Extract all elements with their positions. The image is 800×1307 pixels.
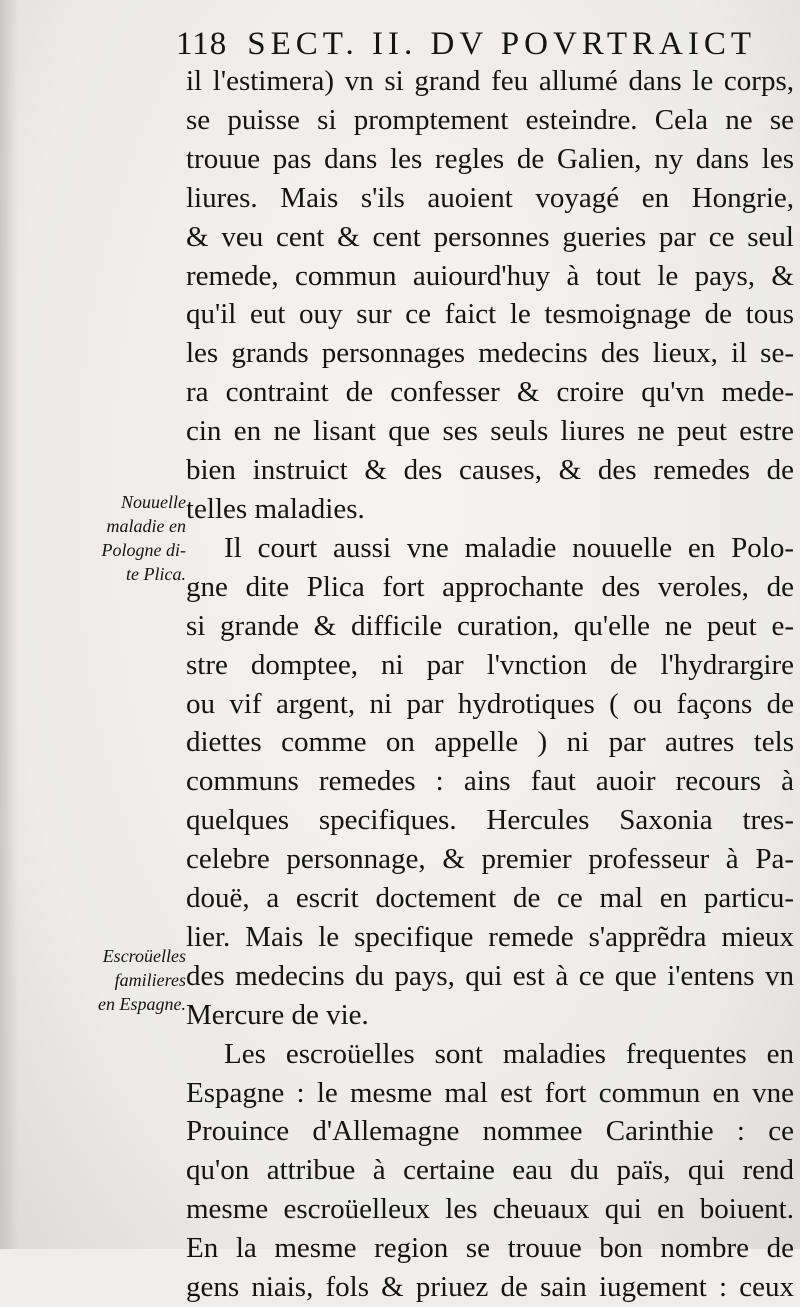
- text-line: gens niais, fols & priuez de sain iugement : ceux: [186, 1271, 794, 1304]
- paragraph-start-line: Les escroüelles sont maladies frequentes en: [224, 1037, 794, 1070]
- text-line: & veu cent & cent personnes gueries par ce seul: [186, 220, 794, 253]
- paragraph-start-line: Il court aussi vne maladie nouuelle en Polo-: [224, 531, 794, 564]
- text-line: des medecins du pays, qui est à ce que i'entens vn: [186, 959, 794, 992]
- text-line: si grande & difficile curation, qu'elle ne peut e-: [186, 609, 794, 642]
- running-header: [176, 26, 796, 66]
- text-line: liures. Mais s'ils auoient voyagé en Hongrie,: [186, 181, 794, 214]
- margin-note-escrouelles: [62, 944, 186, 1016]
- margin-note-line: maladie en: [106, 516, 186, 536]
- margin-note-plica: [62, 490, 186, 586]
- text-line: celebre personnage, & premier professeur à Pa-: [186, 843, 794, 876]
- show-through-text: [50, 66, 170, 88]
- text-line: mesme escroüelleux les cheuaux qui en boiuent.: [186, 1193, 794, 1226]
- margin-note-line: Pologne di-: [101, 540, 186, 560]
- margin-note-line: Nouuelle: [121, 492, 186, 512]
- text-line: trouue pas dans les regles de Galien, ny dans les: [186, 142, 794, 175]
- text-line: Mercure de vie.: [186, 998, 369, 1031]
- text-line: gne dite Plica fort approchante des veroles, de: [186, 570, 794, 603]
- margin-note-line: en Espagne.: [98, 994, 186, 1014]
- text-line: ra contraint de confesser & croire qu'vn mede-: [186, 376, 794, 409]
- text-line: qu'il eut ouy sur ce faict le tesmoignage de tous: [186, 298, 794, 331]
- text-line: telles maladies.: [186, 492, 365, 525]
- running-title: SECT. II. DV POVRTRAICT: [247, 26, 757, 62]
- text-line: douë, a escrit doctement de ce mal en particu-: [186, 882, 794, 915]
- text-line: qu'on attribue à certaine eau du païs, qui rend: [186, 1154, 794, 1187]
- text-line: stre domptee, ni par l'vnction de l'hydrargire: [186, 648, 794, 681]
- text-line: quelques specifiques. Hercules Saxonia tres-: [186, 804, 794, 837]
- text-line: remede, commun auiourd'huy à tout le pays, &: [186, 259, 794, 292]
- text-line: bien instruict & des causes, & des remedes de: [186, 454, 794, 487]
- text-line: En la mesme region se trouue bon nombre de: [186, 1232, 794, 1265]
- margin-note-line: Escroüelles: [102, 946, 186, 966]
- text-line: se puisse si promptement esteindre. Cela ne se: [186, 103, 794, 136]
- spine-shadow: [0, 0, 18, 1249]
- text-line: ou vif argent, ni par hydrotiques ( ou façons de: [186, 687, 794, 720]
- text-line: les grands personnages medecins des lieux, il se-: [186, 337, 794, 370]
- text-line: Prouince d'Allemagne nommee Carinthie : ce: [186, 1115, 794, 1148]
- margin-note-line: te Plica.: [126, 564, 186, 584]
- text-line: diettes comme on appelle ) ni par autres tels: [186, 726, 794, 759]
- margin-note-line: familieres: [114, 970, 186, 990]
- text-line: lier. Mais le specifique remede s'apprẽdra mieux: [186, 920, 794, 953]
- text-line: il l'estimera) vn si grand feu allumé dans le corps,: [186, 65, 794, 97]
- main-text-block: [186, 62, 794, 1307]
- text-line: Espagne : le mesme mal est fort commun en vne: [186, 1076, 794, 1109]
- page-number: 118: [176, 26, 228, 62]
- text-line: communs remedes : ains faut auoir recours à: [186, 765, 794, 798]
- text-line: cin en ne lisant que ses seuls liures ne peut estre: [186, 415, 794, 448]
